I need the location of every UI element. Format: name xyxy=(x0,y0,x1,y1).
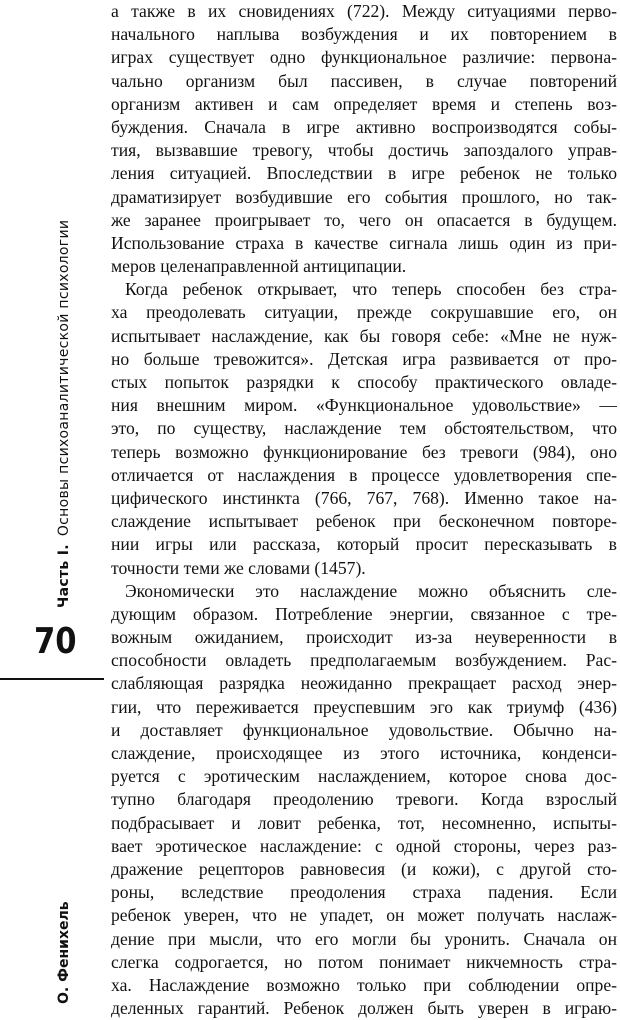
running-author: О. Фенихель xyxy=(56,901,72,1004)
text-line: нии игры или рассказа, который просит пересказывать в xyxy=(111,534,617,555)
text-line: драматизирует возбудившие его события прошлого, но так- xyxy=(111,186,617,207)
text-line: руется с эротическим наслаждением, которое снова дос- xyxy=(111,766,617,787)
body-text xyxy=(111,0,617,1020)
text-line: стых попыток разрядки к способу практического овладе- xyxy=(111,372,617,392)
text-line: слабляющая разрядка неожиданно прекращает расход энер- xyxy=(111,673,617,694)
text-line: гии, что переживается преуспевшим эго как триумф (436) xyxy=(111,696,617,717)
text-line: слаждение испытывает ребенок при бесконечном повторе- xyxy=(111,511,617,532)
section-title: Основы психоаналитической психологии xyxy=(56,219,72,537)
page-number-rule xyxy=(0,678,104,680)
text-line: это, по существу, наслаждение тем обстоятельством, что xyxy=(111,418,617,439)
text-line: но больше тревожится». Детская игра развивается от про- xyxy=(111,348,617,369)
text-line: чально организм был пассивен, в случае повторений xyxy=(111,70,617,91)
text-line: деленных гарантий. Ребенок должен быть уверен в играю- xyxy=(111,998,617,1019)
text-line: отличается от наслаждения в процессе удовлетворения спе- xyxy=(111,464,617,485)
text-line: роны, вследствие преодоления страха падения. Если xyxy=(111,882,617,903)
text-line: ния внешним миром. «Функциональное удовольствие» — xyxy=(111,395,617,416)
text-line: ха. Наслаждение возможно только при соблюдении опре- xyxy=(111,974,617,995)
text-line: слегка содрогается, но потом понимает никчемность стра- xyxy=(111,951,617,972)
text-line: начального наплыва возбуждения и их повторением в xyxy=(111,24,617,45)
text-line: тупно благодаря преодолению тревоги. Когда взрослый xyxy=(111,789,617,810)
text-line: вает эротическое наслаждение: с одной стороны, через раз- xyxy=(111,835,617,856)
text-line: дующим образом. Потребление энергии, связанное с тре- xyxy=(111,603,617,624)
text-line: играх существует одно функциональное различие: первона- xyxy=(111,47,617,68)
text-line: вожным ожиданием, происходит из-за неуверенности в xyxy=(111,627,617,648)
text-line: подбрасывает и ловит ребенка, тот, несомненно, испыты- xyxy=(111,812,617,833)
text-line: тия, вызвавшие тревогу, чтобы достичь запоздалого управ- xyxy=(111,140,617,161)
text-line: теперь возможно функционирование без тревоги (984), оно xyxy=(111,441,617,462)
running-header xyxy=(56,220,72,608)
page-margin xyxy=(0,0,104,1008)
text-line: ха преодолевать ситуации, прежде сокрушавшие его, он xyxy=(111,302,617,323)
text-line: буждения. Сначала в игре активно воспроизводятся собы- xyxy=(111,116,617,137)
text-line: ления ситуацией. Впоследствии в игре ребенок не только xyxy=(111,163,617,184)
text-line: Использование страха в качестве сигнала лишь один из при- xyxy=(111,232,617,253)
text-line: точности теми же словами (1457). xyxy=(111,557,366,578)
text-line: и доставляет функциональное удовольствие. Обычно на- xyxy=(111,719,617,740)
text-line: Когда ребенок открывает, что теперь способен без стра- xyxy=(125,279,617,300)
text-line: организм активен и сам определяет время и степень воз- xyxy=(111,93,617,114)
text-line: слаждение, происходящее из этого источника, конденси- xyxy=(111,743,617,763)
page-number: 70 xyxy=(34,621,77,662)
text-line: дражение рецепторов равновесия (и кожи), с другой сто- xyxy=(111,858,617,879)
text-line: ребенок уверен, что не упадет, он может получать наслаж- xyxy=(111,905,617,926)
text-line: же заранее проигрывает то, чего он опасается в будущем. xyxy=(111,209,617,230)
text-line: испытывает наслаждение, как бы говоря себе: «Мне не нуж- xyxy=(111,325,617,346)
text-line: а также в их сновидениях (722). Между ситуациями перво- xyxy=(111,1,617,21)
text-line: способности овладеть предполагаемым возбуждением. Рас- xyxy=(111,650,617,671)
part-label: Часть I. xyxy=(56,544,72,608)
text-line: Экономически это наслаждение можно объяснить сле- xyxy=(125,580,617,601)
text-line: меров целенаправленной антиципации. xyxy=(111,256,407,277)
text-line: цифического инстинкта (766, 767, 768). Именно такое на- xyxy=(111,487,617,508)
text-line: дение при мысли, что его могли бы уронить. Сначала он xyxy=(111,928,617,949)
